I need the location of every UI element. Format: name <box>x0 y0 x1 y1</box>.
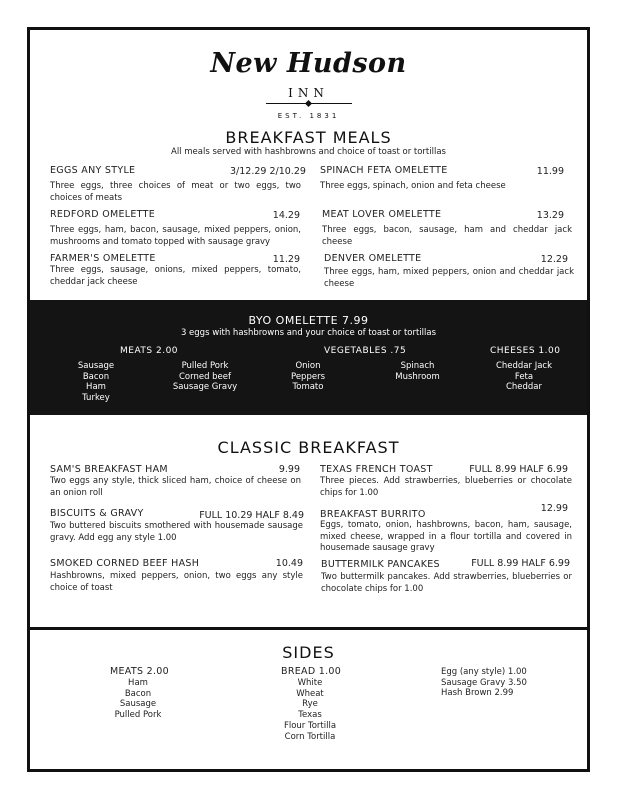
item-description: Three eggs, ham, mixed peppers, onion and cheddar jack cheese <box>324 267 574 289</box>
item-description: Eggs, tomato, onion, hashbrowns, bacon, ham, sausage, mixed cheese, wrapped in a flour tortilla and covered in housemade sausage gravy <box>320 520 572 553</box>
item-name: EGGS ANY STYLE <box>50 165 136 176</box>
logo-inn: INN <box>288 86 329 100</box>
list-item: Sausage Gravy 3.50 <box>441 677 527 688</box>
sides-title: SIDES <box>282 643 335 662</box>
list-item: Ham <box>128 678 148 688</box>
list-item: Pulled Pork <box>181 361 229 371</box>
breakfast-subtitle: All meals served with hashbrowns and choice of toast or tortillas <box>171 147 446 157</box>
list-item: Wheat <box>296 688 324 699</box>
item-name: MEAT LOVER OMELETTE <box>322 209 442 220</box>
list-item: Sausage <box>77 361 115 371</box>
byo-cheeses-column <box>486 361 562 393</box>
item-price: 11.29 <box>272 254 300 265</box>
item-description: Three eggs, ham, bacon, sausage, mixed peppers, onion, mushrooms and tomato topped with sausage gravy <box>50 225 301 247</box>
item-name: SPINACH FETA OMELETTE <box>320 165 448 176</box>
list-item: White <box>297 678 323 688</box>
byo-meats-label: MEATS 2.00 <box>120 346 179 356</box>
item-name: FARMER'S OMELETTE <box>50 253 156 264</box>
list-item: Corn Tortilla <box>284 731 336 742</box>
byo-cheeses-label: CHEESES 1.00 <box>490 346 561 356</box>
logo-wordmark: New Hudson <box>210 48 407 79</box>
item-price: 10.49 <box>275 558 303 569</box>
item-name: REDFORD OMELETTE <box>50 209 156 220</box>
list-item: Bacon <box>82 371 110 382</box>
item-name: SMOKED CORNED BEEF HASH <box>50 558 200 569</box>
list-item: Ham <box>86 382 106 392</box>
item-description: Two eggs any style, thick sliced ham, choice of cheese on an onion roll <box>50 476 301 498</box>
item-description: Three eggs, bacon, sausage, ham and cheddar jack cheese <box>322 225 572 247</box>
list-item: Cheddar Jack <box>495 361 553 371</box>
list-item: Texas <box>298 710 322 721</box>
byo-title: BYO OMELETTE 7.99 <box>248 314 369 327</box>
item-price: 11.99 <box>536 166 564 177</box>
item-price: FULL 8.99 HALF 6.99 <box>469 464 568 475</box>
section-divider <box>30 627 587 630</box>
item-name: TEXAS FRENCH TOAST <box>320 464 433 475</box>
byo-meats-column-1 <box>66 361 126 403</box>
list-item: Corned beef <box>178 371 232 382</box>
sides-bread-list <box>268 678 352 742</box>
logo-established: EST. 1831 <box>277 112 340 120</box>
item-price: 12.29 <box>540 254 568 265</box>
item-description: Hashbrowns, mixed peppers, onion, two eggs any style choice of toast <box>50 571 303 593</box>
list-item: Turkey <box>82 392 110 403</box>
list-item: Tomato <box>292 382 324 392</box>
item-price: FULL 10.29 HALF 8.49 <box>199 510 304 521</box>
list-item: Feta <box>514 371 534 382</box>
breakfast-title: BREAKFAST MEALS <box>225 128 392 147</box>
byo-vegetables-column-1 <box>278 361 338 393</box>
byo-vegetables-column-2 <box>385 361 450 382</box>
list-item: Cheddar <box>505 382 543 392</box>
item-description: Two buttered biscuits smothered with housemade sausage gravy. Add egg any style 1.00 <box>50 521 303 543</box>
item-name: BISCUITS & GRAVY <box>50 508 144 519</box>
list-item: Spinach <box>400 361 435 371</box>
item-description: Three eggs, spinach, onion and feta cheese <box>320 181 506 191</box>
list-item: Onion <box>295 361 321 371</box>
item-price: 12.99 <box>540 503 568 514</box>
list-item: Egg (any style) 1.00 <box>441 667 527 677</box>
list-item: Hash Brown 2.99 <box>441 688 514 699</box>
list-item: Bacon <box>124 688 152 699</box>
sides-meats-list <box>100 678 176 721</box>
list-item: Peppers <box>291 371 325 382</box>
list-item: Rye <box>302 699 318 710</box>
byo-subtitle: 3 eggs with hashbrowns and your choice of toast or tortillas <box>180 328 437 338</box>
item-price: 3/12.29 2/10.29 <box>230 166 306 177</box>
classic-title: CLASSIC BREAKFAST <box>217 438 400 457</box>
item-price: FULL 8.99 HALF 6.99 <box>471 558 570 569</box>
byo-omelette-band <box>30 300 587 415</box>
logo-divider <box>266 103 352 104</box>
item-price: 9.99 <box>278 464 300 475</box>
item-description: Three eggs, three choices of meat or two eggs, two choices of meats <box>50 181 301 203</box>
list-item: Sausage Gravy <box>172 382 238 392</box>
byo-vegetables-label: VEGETABLES .75 <box>324 346 407 356</box>
item-name: DENVER OMELETTE <box>324 253 422 264</box>
item-price: 14.29 <box>272 210 300 221</box>
item-price: 13.29 <box>536 210 564 221</box>
list-item: Mushroom <box>395 371 440 382</box>
list-item: Flour Tortilla <box>283 720 337 731</box>
list-item: Pulled Pork <box>114 710 162 721</box>
item-description: Two buttermilk pancakes. Add strawberries, blueberries or chocolate chips for 1.00 <box>321 572 572 594</box>
item-name: BUTTERMILK PANCAKES <box>321 559 440 570</box>
item-description: Three pieces. Add strawberries, blueberries or chocolate chips for 1.00 <box>320 476 572 498</box>
byo-meats-column-2 <box>165 361 245 393</box>
sides-bread-label: BREAD 1.00 <box>281 666 342 677</box>
menu-page <box>27 27 590 772</box>
sides-meats-label: MEATS 2.00 <box>110 666 169 677</box>
item-description: Three eggs, sausage, onions, mixed peppers, tomato, cheddar jack cheese <box>50 265 301 287</box>
item-name: BREAKFAST BURRITO <box>320 509 426 520</box>
list-item: Sausage <box>119 699 157 710</box>
sides-other-list <box>441 667 527 699</box>
item-name: SAM'S BREAKFAST HAM <box>50 464 168 475</box>
